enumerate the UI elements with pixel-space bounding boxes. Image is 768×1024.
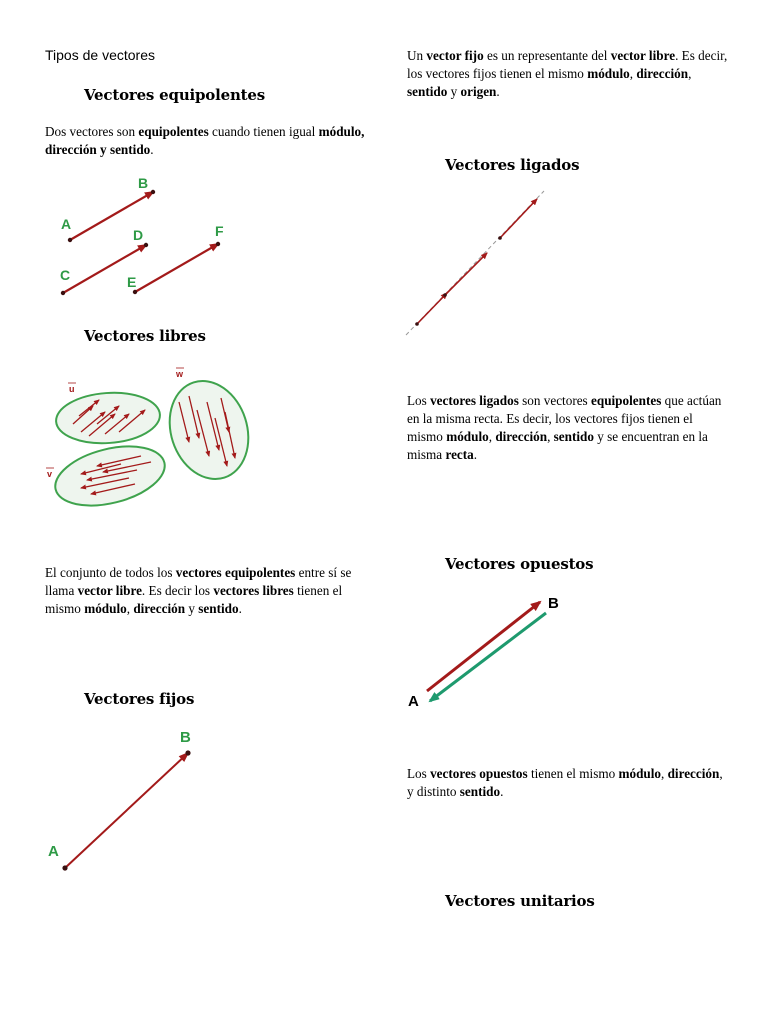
text: Un bbox=[407, 48, 427, 63]
heading-equipolentes: Vectores equipolentes bbox=[84, 86, 265, 104]
text: y bbox=[185, 601, 199, 616]
vector-fijo-ab bbox=[65, 753, 188, 868]
label-a: A bbox=[408, 693, 419, 710]
vector-ligado-2 bbox=[445, 253, 487, 295]
bold-text: sentido bbox=[553, 429, 594, 444]
text: . bbox=[473, 447, 478, 462]
bold-text: vector libre bbox=[610, 48, 676, 63]
bold-text: vectores equipolentes bbox=[175, 565, 296, 580]
diagram-libres bbox=[45, 362, 255, 512]
label-d: D bbox=[133, 227, 144, 243]
text: tienen el mismo bbox=[45, 583, 343, 616]
bold-text: sentido bbox=[198, 601, 239, 616]
text: y bbox=[447, 84, 461, 99]
text: . bbox=[150, 142, 154, 157]
point-d bbox=[144, 243, 148, 247]
diagram-equipolentes bbox=[45, 170, 245, 300]
label-b: B bbox=[138, 175, 149, 191]
bold-text: vector libre bbox=[77, 583, 142, 598]
bold-text: vectores libres bbox=[213, 583, 294, 598]
label-e: E bbox=[127, 274, 137, 290]
bold-text: vectores opuestos bbox=[430, 766, 528, 781]
label-b: B bbox=[180, 729, 191, 746]
text: . Es decir, los vectores fijos tienen el mismo bbox=[407, 48, 728, 81]
bold-text: dirección bbox=[495, 429, 548, 444]
ellipse-u bbox=[54, 389, 161, 446]
bold-text: vector fijo bbox=[426, 48, 484, 63]
vector-ligado-3 bbox=[500, 199, 537, 238]
label-a: A bbox=[48, 843, 59, 860]
text: son vectores bbox=[518, 393, 591, 408]
bold-text: dirección bbox=[133, 601, 186, 616]
text: que actúan en la misma recta. Es decir, los vectores fijos tienen el mismo bbox=[407, 393, 722, 444]
bold-text: dirección bbox=[636, 66, 689, 81]
heading-ligados: Vectores ligados bbox=[445, 156, 580, 174]
ellipse-w bbox=[157, 371, 260, 490]
label-c: C bbox=[60, 267, 71, 283]
point-1 bbox=[415, 322, 419, 326]
bold-text: sentido bbox=[407, 84, 448, 99]
heading-libres: Vectores libres bbox=[84, 327, 206, 345]
diagram-ligados bbox=[400, 185, 560, 345]
bold-text: origen bbox=[460, 84, 497, 99]
vector-ef bbox=[135, 244, 218, 292]
point-a bbox=[68, 238, 72, 242]
heading-fijos: Vectores fijos bbox=[84, 690, 195, 708]
text: , bbox=[488, 429, 496, 444]
diagram-fijos bbox=[45, 725, 225, 875]
bold-text: módulo bbox=[446, 429, 489, 444]
diagram-opuestos bbox=[400, 585, 580, 715]
heading-opuestos: Vectores opuestos bbox=[445, 555, 594, 573]
bold-text: recta bbox=[445, 447, 474, 462]
paragraph-ligados bbox=[407, 392, 732, 464]
paragraph-vector-fijo bbox=[407, 47, 732, 101]
text: . Es decir los bbox=[141, 583, 214, 598]
text: Los bbox=[407, 393, 431, 408]
vector-ba bbox=[430, 613, 546, 701]
text: , bbox=[661, 766, 668, 781]
bold-text: módulo, dirección y sentido bbox=[45, 124, 365, 157]
paragraph-opuestos bbox=[407, 765, 732, 801]
point-b bbox=[151, 190, 155, 194]
text: . bbox=[500, 784, 504, 799]
text: , y distinto bbox=[407, 766, 723, 799]
point-a bbox=[62, 865, 67, 870]
vector-ab bbox=[427, 602, 540, 691]
label-b: B bbox=[548, 595, 559, 612]
text: cuando tienen igual bbox=[208, 124, 319, 139]
heading-unitarios: Vectores unitarios bbox=[445, 892, 595, 910]
text: . bbox=[238, 601, 242, 616]
bold-text: equipolentes bbox=[138, 124, 209, 139]
text: , bbox=[126, 601, 134, 616]
text: y se encuentran en la misma bbox=[407, 429, 708, 462]
text: entre sí se llama bbox=[45, 565, 352, 598]
bold-text: equipolentes bbox=[591, 393, 662, 408]
bold-text: vectores ligados bbox=[430, 393, 519, 408]
paragraph-conjunto bbox=[45, 564, 363, 618]
bold-text: módulo bbox=[618, 766, 661, 781]
paragraph-equipolentes bbox=[45, 123, 365, 159]
point-c bbox=[61, 291, 65, 295]
label-v: v bbox=[47, 469, 53, 479]
text: El conjunto de todos los bbox=[45, 565, 176, 580]
text: es un representante del bbox=[483, 48, 611, 63]
point-b bbox=[185, 750, 190, 755]
point-f bbox=[216, 242, 220, 246]
label-a: A bbox=[61, 216, 72, 232]
text: , bbox=[688, 66, 692, 81]
text: , bbox=[547, 429, 554, 444]
text: . bbox=[496, 84, 500, 99]
label-w: w bbox=[176, 369, 184, 379]
bold-text: dirección bbox=[667, 766, 720, 781]
point-e bbox=[133, 290, 137, 294]
label-f: F bbox=[215, 223, 224, 239]
bold-text: módulo bbox=[587, 66, 630, 81]
text: Los bbox=[407, 766, 431, 781]
vector-ligado-1 bbox=[417, 293, 447, 324]
page-title: Tipos de vectores bbox=[45, 47, 155, 63]
point-3 bbox=[498, 236, 502, 240]
point-2 bbox=[443, 293, 447, 297]
bold-text: módulo bbox=[84, 601, 127, 616]
label-u: u bbox=[69, 384, 75, 394]
text: tienen el mismo bbox=[527, 766, 619, 781]
text: Dos vectores son bbox=[45, 124, 139, 139]
bold-text: sentido bbox=[459, 784, 501, 799]
text: , bbox=[629, 66, 637, 81]
